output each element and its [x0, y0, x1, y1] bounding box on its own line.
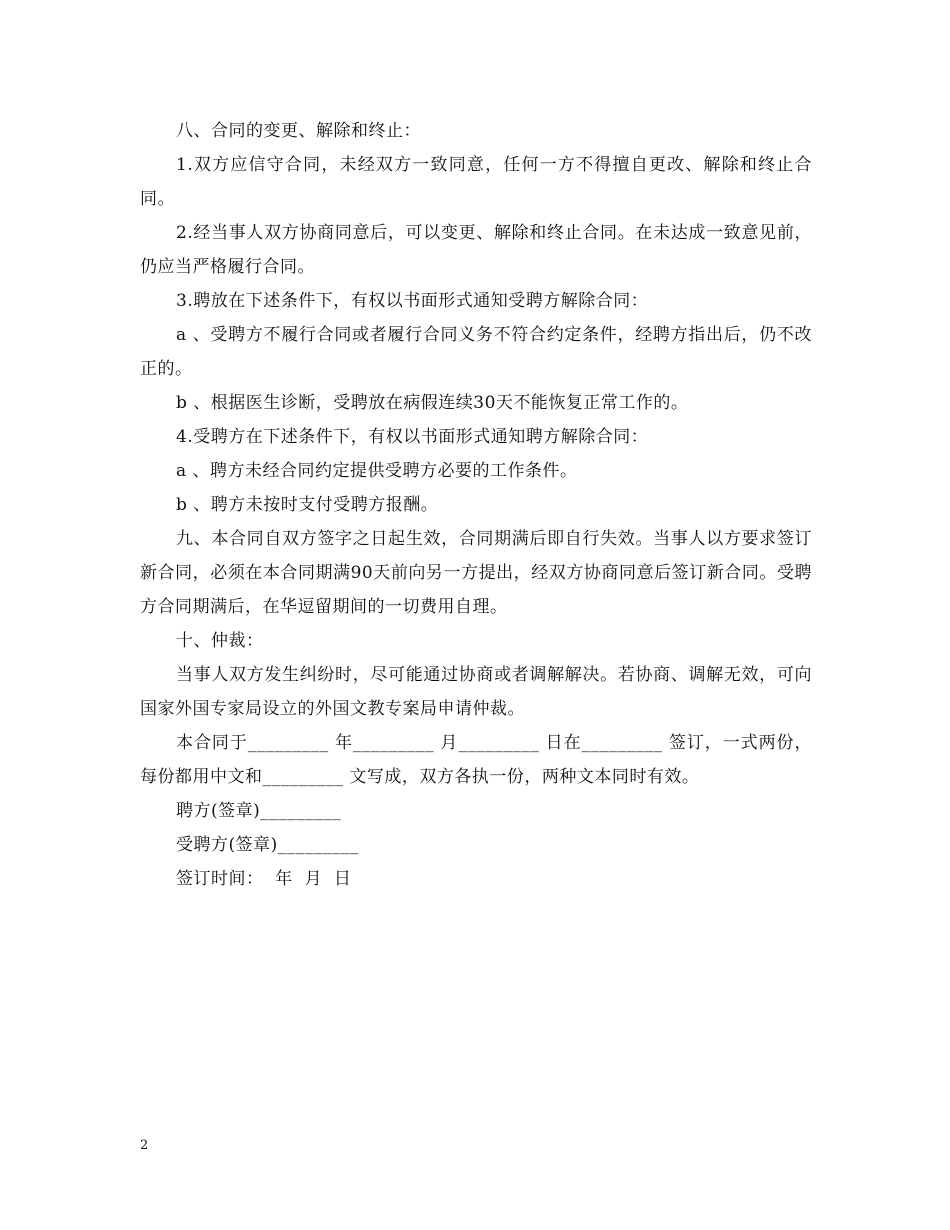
clause-8-4-b: b 、聘方未按时支付受聘方报酬。: [176, 495, 439, 515]
section-8-heading: 八、合同的变更、解除和终止：: [176, 121, 421, 141]
signing-date-line: 签订时间： 年 月 日: [176, 869, 352, 889]
section-9: 九、本合同自双方签字之日起生效，合同期满后即自行失效。当事人以方要求签订新合同，必须在本合同期满90天前向另一方提出，经双方协商同意后签订新合同。受聘方合同期满后，在华逗留期间的一切费用自理。: [140, 529, 812, 617]
clause-8-4: 4.受聘方在下述条件下，有权以书面形式通知聘方解除合同：: [176, 427, 649, 447]
clause-8-2: 2.经当事人双方协商同意后，可以变更、解除和终止合同。在未达成一致意见前，仍应当严格履行合同。: [140, 223, 812, 277]
section-10-heading: 十、仲裁：: [176, 631, 264, 651]
clause-8-3: 3.聘放在下述条件下，有权以书面形式通知受聘方解除合同：: [176, 291, 649, 311]
page-number: 2: [140, 1138, 149, 1153]
arbitration-text: 当事人双方发生纠纷时，尽可能通过协商或者调解解决。若协商、调解无效，可向国家外国专家局设立的外国文教专案局申请仲裁。: [140, 665, 812, 719]
clause-8-3-a: a 、受聘方不履行合同或者履行合同义务不符合约定条件，经聘方指出后，仍不改正的。: [140, 325, 812, 379]
employee-signature-line: 受聘方(签章)_________: [176, 835, 359, 855]
clause-8-4-a: a 、聘方未经合同约定提供受聘方必要的工作条件。: [176, 461, 578, 481]
employer-signature-line: 聘方(签章)_________: [176, 801, 342, 821]
document-body: [140, 114, 812, 896]
signing-clause: 本合同于_________ 年_________ 月_________ 日在_________ 签订，一式两份，每份都用中文和_________ 文写成，双方各执一份，两种文本同时有效。: [140, 733, 812, 787]
clause-8-3-b: b 、根据医生诊断，受聘放在病假连续30天不能恢复正常工作的。: [176, 393, 689, 413]
clause-8-1: 1.双方应信守合同，未经双方一致同意，任何一方不得擅自更改、解除和终止合同。: [140, 155, 812, 209]
